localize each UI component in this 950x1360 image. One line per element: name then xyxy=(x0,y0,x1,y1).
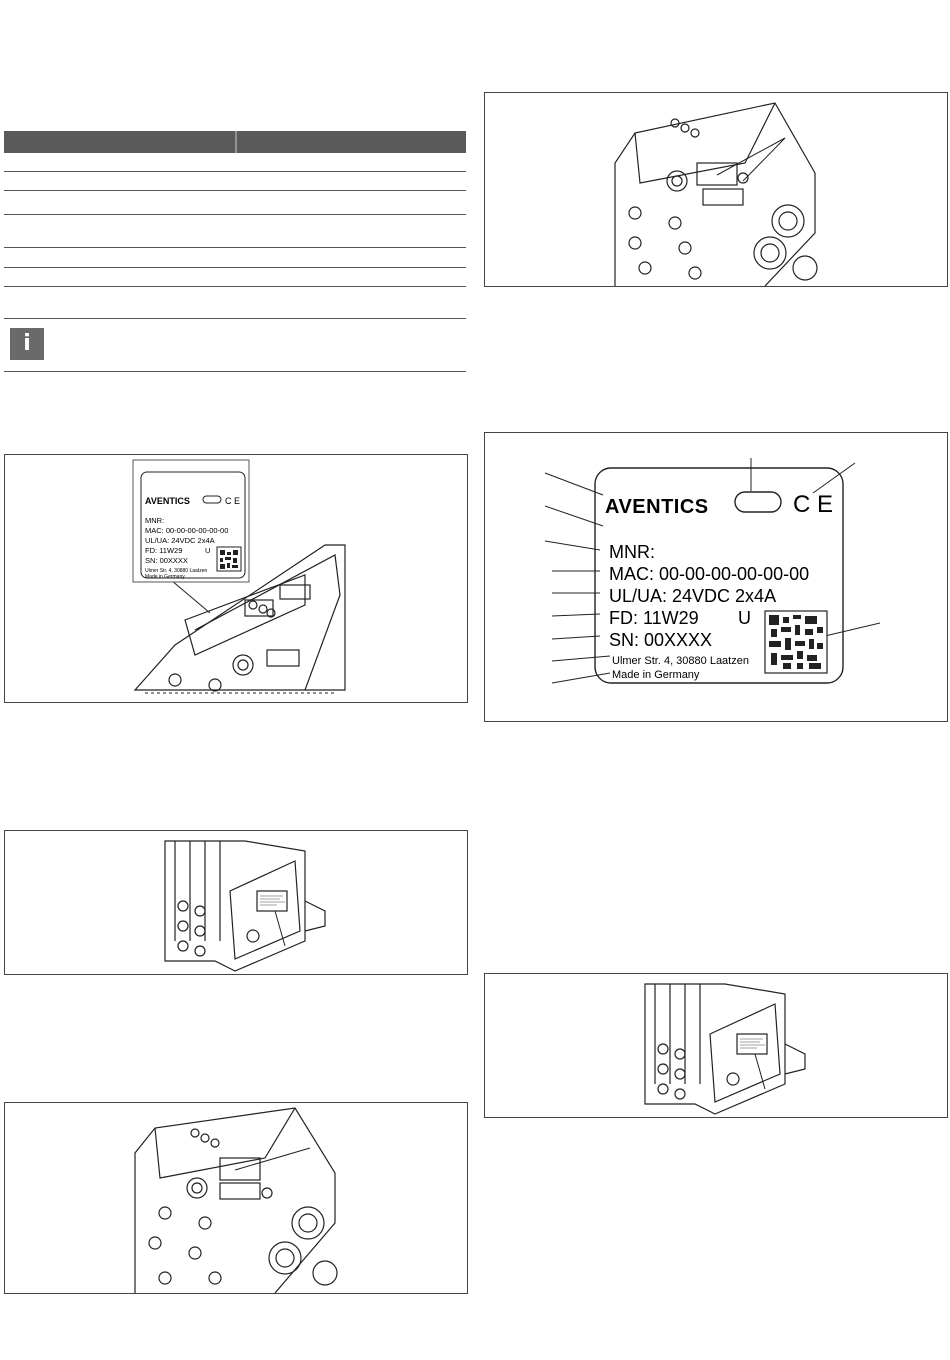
small-label-mac: MAC: 00-00-00-00-00-00 xyxy=(145,526,229,535)
large-label-mnr: MNR: xyxy=(609,542,655,562)
small-label-address: Ulmer Str. 4, 30880 Laatzen xyxy=(145,568,208,574)
info-icon: i xyxy=(10,328,44,360)
table-row xyxy=(4,171,466,172)
table-row xyxy=(4,286,466,287)
small-label-sn: SN: 00XXXX xyxy=(145,556,188,565)
data-table xyxy=(4,131,466,153)
table-row xyxy=(4,247,466,248)
large-label-fd-flag: U xyxy=(738,608,751,628)
small-label-mnr: MNR: xyxy=(145,516,165,525)
large-label-fd: FD: 11W29 xyxy=(609,608,699,628)
large-label-sn: SN: 00XXXX xyxy=(609,630,713,650)
qr-code-icon xyxy=(217,547,241,571)
large-label-mac: MAC: 00-00-00-00-00-00 xyxy=(609,564,810,584)
datamatrix-code-icon xyxy=(765,611,827,673)
table-row xyxy=(4,267,466,268)
large-label-address: Ulmer Str. 4, 30880 Laatzen xyxy=(612,655,749,667)
table-row xyxy=(4,214,466,215)
table-row xyxy=(4,190,466,191)
figure-label-location xyxy=(4,454,468,703)
small-label-fd-flag: U xyxy=(205,546,211,555)
figure-bus-coupler-label xyxy=(4,1102,468,1294)
figure-valve-driver-label xyxy=(4,830,468,975)
small-label-ulua: UL/UA: 24VDC 2x4A xyxy=(145,536,215,545)
info-note xyxy=(4,318,466,372)
ce-mark-large: C E xyxy=(793,491,834,518)
table-header xyxy=(4,131,466,153)
figure-valve-driver-label-2 xyxy=(484,973,948,1118)
ce-mark: C E xyxy=(225,496,241,506)
large-label-ulua: UL/UA: 24VDC 2x4A xyxy=(609,586,777,606)
small-label-origin: Made in Germany xyxy=(145,574,185,580)
large-label-brand: AVENTICS xyxy=(605,496,709,518)
figure-bus-coupler-label-2 xyxy=(484,92,948,287)
small-label-fd: FD: 11W29 xyxy=(145,546,183,555)
small-label-brand: AVENTICS xyxy=(145,496,190,506)
large-label-origin: Made in Germany xyxy=(612,669,700,681)
figure-type-label-detail xyxy=(484,432,948,722)
